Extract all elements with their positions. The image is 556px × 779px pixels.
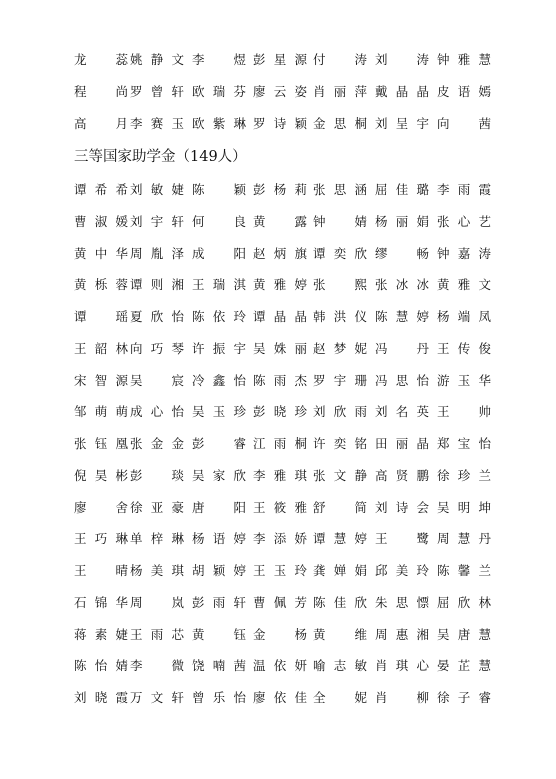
name-row <box>0 82 556 114</box>
student-name: 彭 睿 <box>192 436 246 451</box>
student-name: 罗 诗 颖 <box>253 115 307 131</box>
student-name: 张 文 静 <box>313 467 367 483</box>
student-name: 钟 婧 <box>313 213 367 229</box>
student-name: 彭 星 源 <box>253 52 307 67</box>
student-name: 李 煜 <box>192 52 246 67</box>
student-name: 吴 唐 慧 <box>437 626 491 642</box>
student-name: 谭 瑶 <box>74 309 128 324</box>
student-name: 江 雨 桐 <box>253 436 307 451</box>
student-name: 邱 美 玲 <box>375 563 429 578</box>
student-name: 谭 晶 晶 <box>253 309 307 324</box>
student-name: 吴 姝 丽 <box>253 340 307 356</box>
student-name: 张 熙 <box>313 277 367 293</box>
student-name: 万 文 轩 <box>130 690 184 705</box>
student-name: 刘 晓 霞 <box>74 690 128 705</box>
student-name: 田 丽 晶 <box>375 436 429 451</box>
name-row <box>0 339 556 371</box>
student-name: 唐 阳 <box>192 499 246 515</box>
student-name: 谭 奕 欣 <box>313 245 367 261</box>
student-name: 曾 乐 怡 <box>192 690 246 705</box>
student-name: 刘 呈 宇 <box>375 115 429 131</box>
name-row <box>0 50 556 82</box>
student-name: 王 晴 <box>74 563 128 578</box>
student-name: 冯 丹 <box>375 340 429 356</box>
student-name: 向 巧 琴 <box>130 340 184 356</box>
student-name: 王 瑞 淇 <box>192 277 246 293</box>
student-name: 黄 钰 <box>192 626 246 642</box>
student-name: 温 依 妍 <box>253 658 307 674</box>
student-name: 金 思 桐 <box>313 115 367 131</box>
student-name: 舒 简 <box>313 499 367 515</box>
main-name-grid <box>0 180 556 720</box>
student-name: 李 赛 玉 <box>130 115 184 131</box>
student-name: 张 金 金 <box>130 436 184 451</box>
student-name: 向 茜 <box>437 115 491 131</box>
student-name: 蒋 素 婕 <box>74 626 128 642</box>
student-name: 陈 颖 <box>192 182 246 197</box>
student-name: 陈 馨 兰 <box>437 563 491 578</box>
student-name: 屈 佳 璐 <box>375 182 429 197</box>
student-name: 黄 中 华 <box>74 245 128 261</box>
student-name: 王 雨 芯 <box>130 626 184 642</box>
student-name: 彭 晓 珍 <box>253 404 307 420</box>
name-row <box>0 688 556 720</box>
student-name: 杨 语 婷 <box>192 531 246 547</box>
student-name: 朱 思 慓 <box>375 594 429 610</box>
name-row <box>0 275 556 307</box>
student-name: 周 岚 <box>130 594 184 610</box>
student-name: 游 玉 华 <box>437 372 491 388</box>
student-name: 冯 思 怡 <box>375 372 429 388</box>
student-name: 黄 露 <box>253 213 307 229</box>
student-name: 陈 佳 欣 <box>313 594 367 610</box>
student-name: 曹 佩 芳 <box>253 594 307 610</box>
student-name: 周 慧 丹 <box>437 531 491 547</box>
name-row <box>0 593 556 625</box>
student-name: 成 阳 <box>192 245 246 261</box>
student-name: 刘 欣 雨 <box>313 404 367 420</box>
student-name: 皮 语 嫣 <box>437 83 491 99</box>
student-name: 廖 依 佳 <box>253 690 307 705</box>
student-name: 谭 慧 婷 <box>313 531 367 547</box>
name-row <box>0 498 556 530</box>
student-name: 王 帅 <box>437 404 491 420</box>
student-name: 李 雨 霞 <box>437 182 491 197</box>
student-name: 李 添 娇 <box>253 531 307 547</box>
student-name: 韩 洪 仪 <box>313 309 367 324</box>
student-name: 郑 宝 怡 <box>437 436 491 451</box>
student-name: 喻 志 敏 <box>313 658 367 674</box>
student-name: 饶 喃 茜 <box>192 658 246 674</box>
student-name: 晏 芷 慧 <box>437 658 491 674</box>
student-name: 高 月 <box>74 115 128 131</box>
student-name: 吴 明 坤 <box>437 499 491 515</box>
student-name: 王 巧 琳 <box>74 531 128 547</box>
student-name: 刘 敏 婕 <box>130 182 184 197</box>
student-name: 刘 名 英 <box>375 404 429 420</box>
student-name: 许 奕 铭 <box>313 436 367 451</box>
student-name: 肖 琪 心 <box>375 658 429 674</box>
student-name: 彭 琰 <box>130 467 184 483</box>
student-name: 肖 柳 <box>375 690 429 705</box>
student-name: 邹 萌 萌 <box>74 404 128 420</box>
student-name: 王 韶 林 <box>74 340 128 356</box>
student-name: 刘 宇 轩 <box>130 213 184 229</box>
student-name: 赵 梦 妮 <box>313 340 367 356</box>
student-name: 黄 雅 文 <box>437 277 491 293</box>
student-name: 刘 诗 会 <box>375 499 429 515</box>
student-name: 彭 雨 轩 <box>192 594 246 610</box>
student-name: 曹 淑 媛 <box>74 213 128 229</box>
student-name: 程 尚 <box>74 83 128 99</box>
student-name: 徐 亚 豪 <box>130 499 184 515</box>
student-name: 单 梓 琳 <box>130 531 184 547</box>
student-name: 徐 子 睿 <box>437 690 491 705</box>
name-row <box>0 307 556 339</box>
student-name: 屈 欣 林 <box>437 594 491 610</box>
student-name: 李 雅 琪 <box>253 467 307 483</box>
student-name: 杨 端 凤 <box>437 309 491 324</box>
student-name: 王 筱 雅 <box>253 499 307 515</box>
student-name: 陈 怡 婧 <box>74 658 128 674</box>
student-name: 王 鹭 <box>375 531 429 547</box>
student-name: 肖 丽 萍 <box>313 83 367 99</box>
student-name: 戴 晶 晶 <box>375 83 429 99</box>
student-name: 石 锦 华 <box>74 594 128 610</box>
name-row <box>0 434 556 466</box>
student-name: 欧 紫 琳 <box>192 115 246 131</box>
name-row <box>0 529 556 561</box>
name-row <box>0 212 556 244</box>
student-name: 金 杨 <box>253 626 307 642</box>
student-name: 吴 家 欣 <box>192 467 246 483</box>
student-name: 王 玉 玲 <box>253 563 307 578</box>
student-name: 彭 杨 莉 <box>253 182 307 197</box>
student-name: 周 胤 泽 <box>130 245 184 261</box>
name-row <box>0 656 556 688</box>
student-name: 张 思 涵 <box>313 182 367 197</box>
student-name: 姚 静 文 <box>130 52 184 67</box>
student-name: 许 振 宇 <box>192 340 246 356</box>
student-name: 冷 鑫 怡 <box>192 372 246 388</box>
student-name: 周 惠 湘 <box>375 626 429 642</box>
student-name: 付 涛 <box>313 52 367 67</box>
name-row <box>0 244 556 276</box>
student-name: 缪 畅 <box>375 245 429 261</box>
student-name: 张 钰 凰 <box>74 436 128 451</box>
name-row <box>0 466 556 498</box>
student-name: 倪 昊 彬 <box>74 467 128 483</box>
student-name: 谭 希 希 <box>74 182 128 197</box>
student-name: 张 冰 冰 <box>375 277 429 293</box>
student-name: 宋 智 源 <box>74 372 128 388</box>
student-name: 陈 依 玲 <box>192 309 246 324</box>
student-name: 成 心 怡 <box>130 404 184 420</box>
student-name: 龙 蕊 <box>74 52 128 67</box>
name-row <box>0 371 556 403</box>
student-name: 廖 舍 <box>74 499 128 515</box>
student-name: 陈 雨 杰 <box>253 372 307 388</box>
name-row <box>0 114 556 146</box>
student-name: 徐 珍 兰 <box>437 467 491 483</box>
student-name: 罗 宇 珊 <box>313 372 367 388</box>
name-row <box>0 625 556 657</box>
student-name: 廖 云 姿 <box>253 83 307 99</box>
student-name: 吴 玉 珍 <box>192 404 246 420</box>
student-name: 杨 美 琪 <box>130 563 184 578</box>
student-name: 钟 嘉 涛 <box>437 245 491 261</box>
student-name: 黄 栎 蓉 <box>74 277 128 293</box>
student-name: 王 传 俊 <box>437 340 491 356</box>
student-name: 龚 婵 娟 <box>313 563 367 578</box>
student-name: 杨 丽 娟 <box>375 213 429 229</box>
name-row <box>0 180 556 212</box>
student-name: 陈 慧 婷 <box>375 309 429 324</box>
name-row <box>0 402 556 434</box>
student-name: 刘 涛 <box>375 52 429 67</box>
student-name: 谭 则 湘 <box>130 277 184 293</box>
student-name: 高 贤 鹏 <box>375 467 429 483</box>
student-name: 夏 欣 怡 <box>130 309 184 324</box>
student-name: 胡 颖 婷 <box>192 563 246 578</box>
student-name: 黄 雅 婷 <box>253 277 307 293</box>
student-name: 罗 曾 轩 <box>130 83 184 99</box>
student-name: 张 心 艺 <box>437 213 491 229</box>
name-row <box>0 561 556 593</box>
student-name: 何 良 <box>192 213 246 229</box>
student-name: 全 妮 <box>313 690 367 705</box>
student-name: 李 微 <box>130 658 184 674</box>
student-name: 吴 宸 <box>130 372 184 388</box>
section-heading: 三等国家助学金（149人） <box>74 149 247 165</box>
student-name: 黄 维 <box>313 626 367 642</box>
student-name: 钟 雅 慧 <box>437 52 491 67</box>
student-name: 赵 炳 旗 <box>253 245 307 261</box>
student-name: 欧 瑞 芬 <box>192 83 246 99</box>
top-name-grid <box>0 50 556 145</box>
